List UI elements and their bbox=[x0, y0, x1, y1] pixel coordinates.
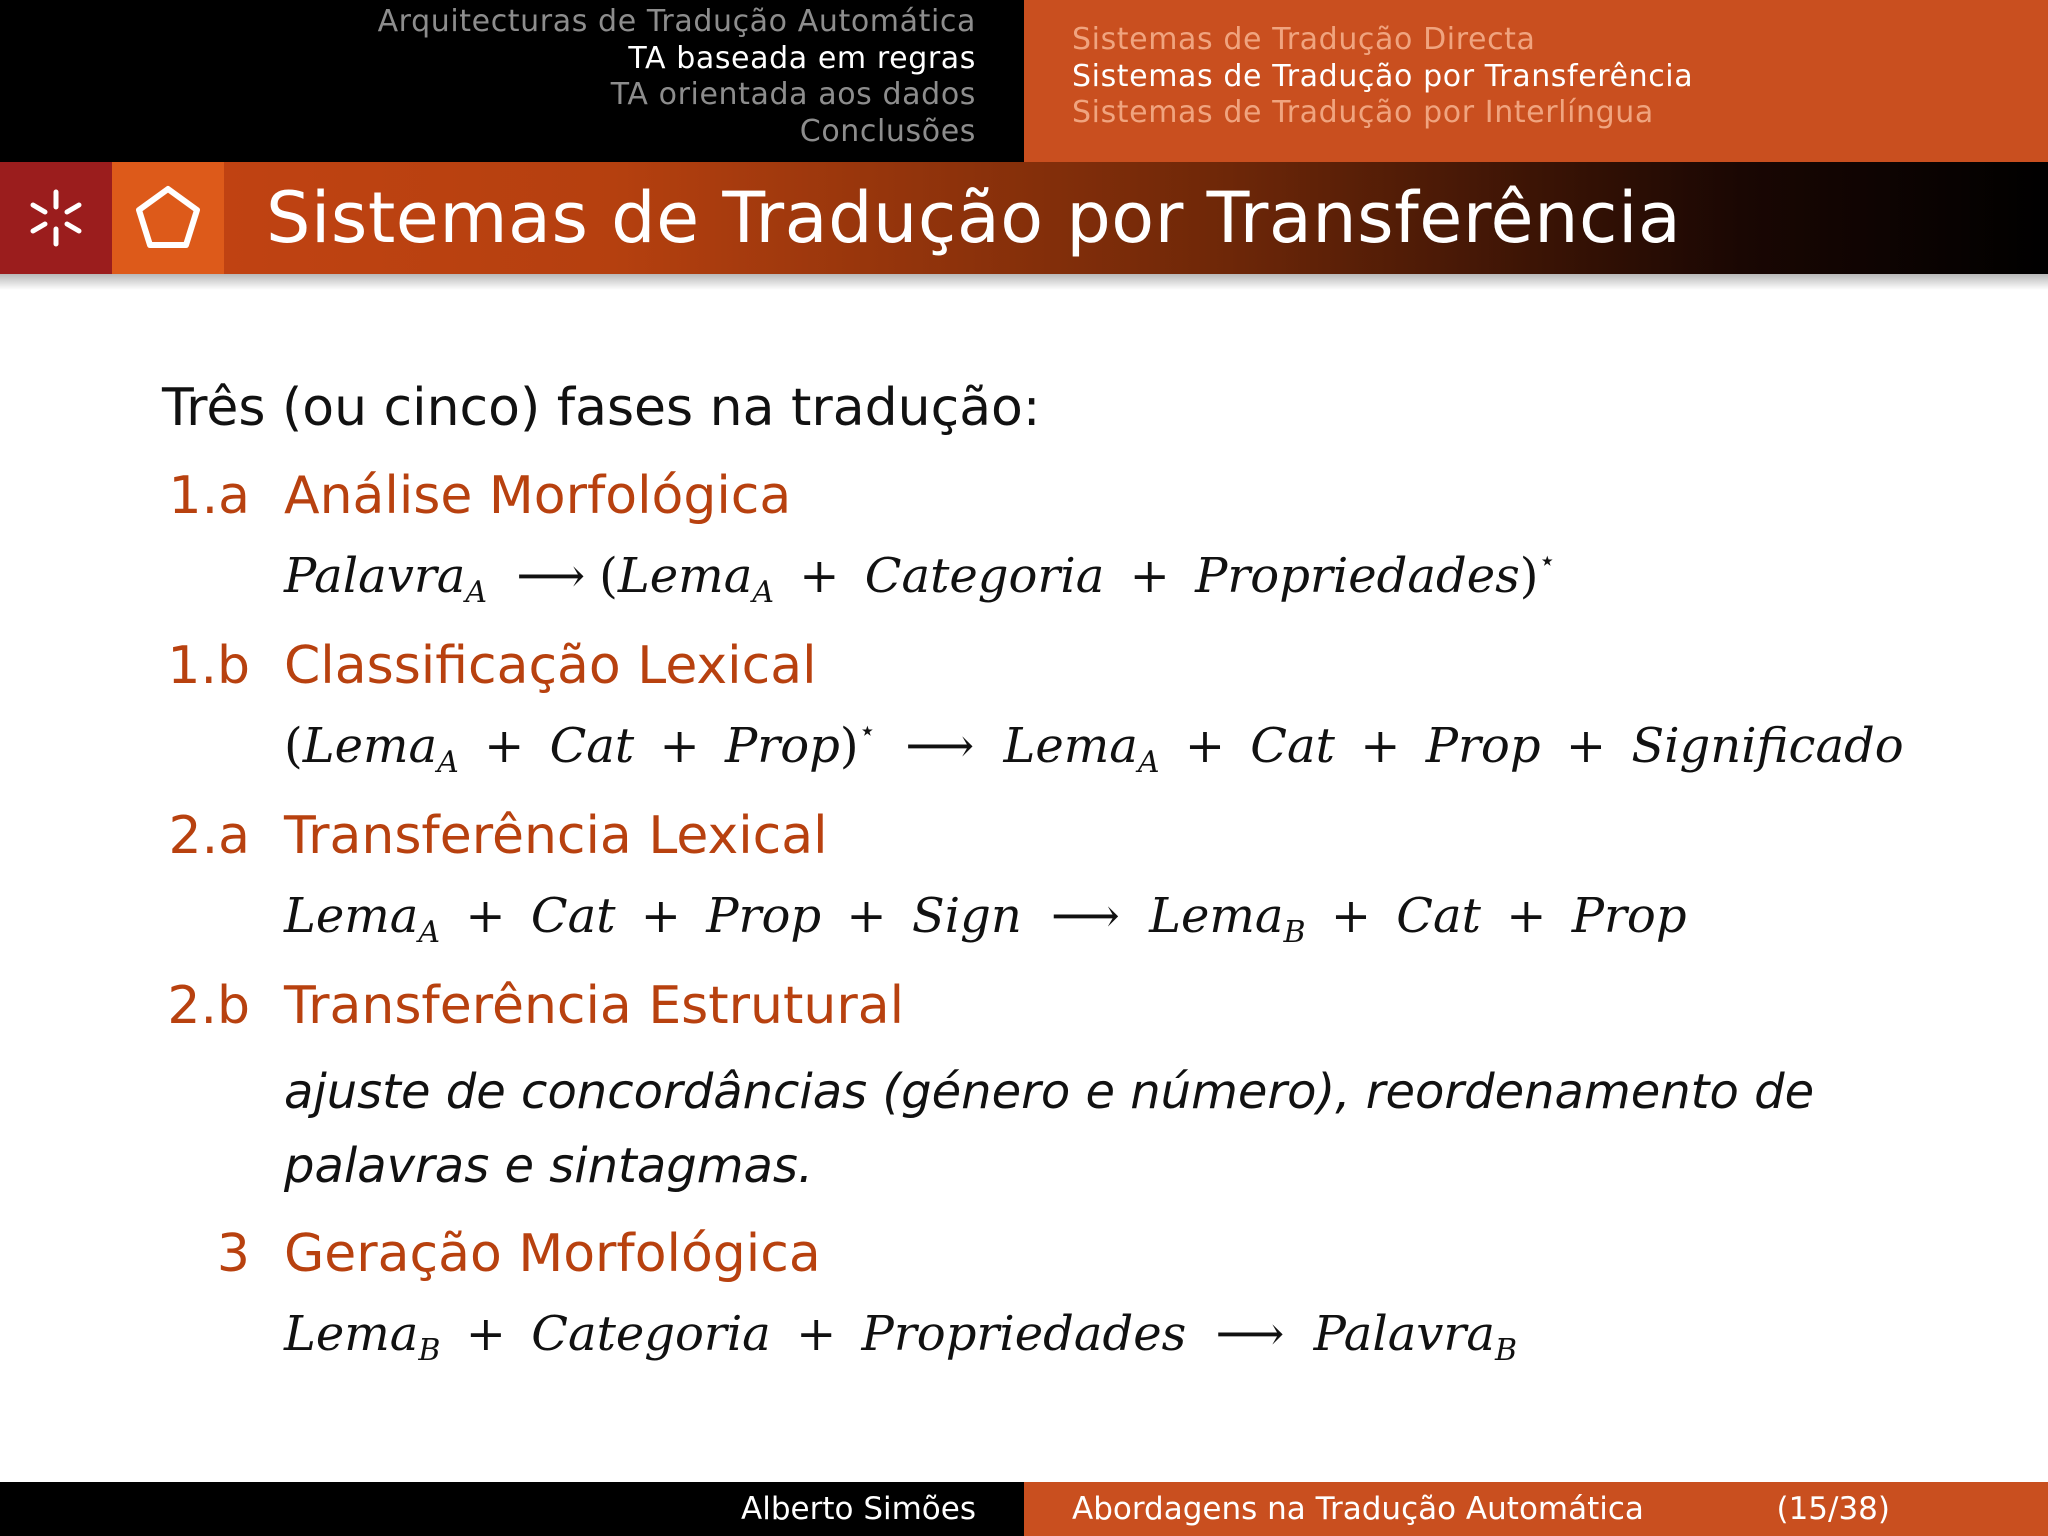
formula-term: Palavra bbox=[284, 548, 466, 604]
formula-subscript: A bbox=[465, 575, 488, 610]
formula-arrow: ⟶ bbox=[1051, 888, 1120, 944]
formula-plus: + bbox=[1184, 718, 1226, 774]
asterisk-logo-icon bbox=[26, 188, 86, 248]
formula-term: Sign bbox=[911, 888, 1022, 944]
formula-term: Prop bbox=[1571, 888, 1687, 944]
nav-section-item[interactable]: Arquitecturas de Tradução Automática bbox=[377, 4, 976, 39]
phase-number: 2.b bbox=[167, 976, 250, 1036]
formula-term: Prop bbox=[1425, 718, 1541, 774]
formula-arrow: ⟶ bbox=[1215, 1306, 1285, 1362]
formula-subscript: A bbox=[437, 745, 459, 780]
formula-term: Propriedades bbox=[1195, 548, 1520, 604]
footer-presentation-title: Abordagens na Tradução Automática bbox=[1072, 1491, 1644, 1527]
nav-subsection-item[interactable]: Sistemas de Tradução Directa bbox=[1072, 22, 1536, 57]
formula-term: Cat bbox=[530, 888, 616, 944]
formula-subscript: A bbox=[418, 915, 441, 950]
formula-term: Cat bbox=[1396, 888, 1481, 944]
formula-term: Prop bbox=[724, 718, 840, 774]
phase-number: 3 bbox=[216, 1224, 250, 1284]
phase-title: Transferência Lexical bbox=[284, 806, 828, 866]
formula-star: ⋆ bbox=[1538, 544, 1557, 577]
formula-plus: + bbox=[846, 888, 887, 944]
phase-number: 2.a bbox=[168, 806, 250, 866]
formula-subscript: A bbox=[752, 575, 774, 610]
phase-title: Transferência Estrutural bbox=[284, 976, 905, 1036]
formula-plus: + bbox=[1506, 888, 1547, 944]
phase-description: palavras e sintagmas. bbox=[284, 1138, 814, 1194]
formula-plus: + bbox=[1360, 718, 1401, 774]
formula-plus: + bbox=[465, 888, 506, 944]
formula-term: Lema bbox=[284, 888, 419, 944]
section-list bbox=[378, 4, 976, 150]
formula-plus: + bbox=[1565, 718, 1607, 774]
formula-arrow: ⟶ bbox=[905, 718, 975, 774]
formula-term: Lema bbox=[617, 548, 753, 604]
section-navigation bbox=[0, 0, 1024, 162]
footer-author-bar bbox=[0, 1482, 1024, 1536]
footer-title-bar bbox=[1024, 1482, 2048, 1536]
formula-plus: + bbox=[799, 548, 840, 604]
formula-term: Cat bbox=[549, 718, 635, 774]
school-logo bbox=[112, 162, 224, 274]
nav-subsection-item[interactable]: Sistemas de Tradução por Interlíngua bbox=[1072, 95, 1654, 130]
formula-subscript: B bbox=[1283, 915, 1306, 950]
formula-plus: + bbox=[465, 1306, 506, 1362]
formula-term: Lema bbox=[1149, 888, 1284, 944]
formula-subscript: B bbox=[418, 1333, 441, 1368]
pentagon-logo-icon bbox=[133, 183, 203, 253]
formula-term: Categoria bbox=[864, 548, 1105, 604]
title-bar-shadow bbox=[0, 274, 2048, 290]
formula-term: Prop bbox=[706, 888, 822, 944]
formula-subscript: B bbox=[1494, 1333, 1518, 1368]
nav-subsection-item-active[interactable]: Sistemas de Tradução por Transferência bbox=[1072, 58, 1694, 94]
phase-description: ajuste de concordâncias (género e número), reordenamento de bbox=[284, 1064, 1815, 1120]
nav-section-item[interactable]: TA orientada aos dados bbox=[610, 77, 976, 112]
formula-term: Lema bbox=[302, 718, 438, 774]
formula-subscript: A bbox=[1137, 745, 1160, 780]
formula-plus: + bbox=[640, 888, 681, 944]
formula-plus: + bbox=[1330, 888, 1372, 944]
formula-term: Lema bbox=[284, 1306, 419, 1362]
formula-term: Categoria bbox=[531, 1306, 771, 1362]
formula-plus: + bbox=[484, 718, 525, 774]
footer-page-number: (15/38) bbox=[1776, 1491, 1890, 1527]
phase-title: Geração Morfológica bbox=[284, 1224, 821, 1284]
university-logo bbox=[0, 162, 112, 274]
formula-term: Significado bbox=[1631, 718, 1904, 774]
phase-formula bbox=[284, 888, 1687, 950]
phase-number: 1.a bbox=[168, 466, 250, 526]
intro-text: Três (ou cinco) fases na tradução: bbox=[162, 378, 1041, 438]
phase-title: Análise Morfológica bbox=[284, 466, 792, 526]
phase-formula: (Lema$_A$ + Cat + Prop)⋆ ⟶ Lema$_A$ + Cat + Prop + Significado bbox=[284, 714, 1904, 780]
subsection-list bbox=[1072, 22, 1693, 132]
phase-title: Classificação Lexical bbox=[284, 636, 817, 696]
formula-term: Lema bbox=[1003, 718, 1138, 774]
formula-plus: + bbox=[1129, 548, 1170, 604]
nav-section-item-active[interactable]: TA baseada em regras bbox=[628, 40, 976, 76]
frame-title: Sistemas de Tradução por Transferência bbox=[266, 177, 1682, 259]
phase-number: 1.b bbox=[167, 636, 250, 696]
phase-formula bbox=[284, 1306, 1518, 1368]
formula-plus: + bbox=[796, 1306, 837, 1362]
formula-term: Propriedades bbox=[861, 1306, 1187, 1362]
subsection-navigation bbox=[1024, 0, 2048, 162]
formula-plus: + bbox=[659, 718, 700, 774]
formula-star: ⋆ bbox=[858, 714, 877, 747]
nav-section-item[interactable]: Conclusões bbox=[799, 113, 976, 149]
phase-formula: Palavra$_A$ ⟶ (Lema$_A$ + Categoria + Propriedades)⋆ bbox=[284, 544, 1557, 610]
formula-arrow: ⟶ bbox=[516, 548, 586, 604]
footer-author: Alberto Simões bbox=[741, 1491, 976, 1527]
formula-term: Palavra bbox=[1313, 1306, 1495, 1362]
formula-term: Cat bbox=[1250, 718, 1335, 774]
